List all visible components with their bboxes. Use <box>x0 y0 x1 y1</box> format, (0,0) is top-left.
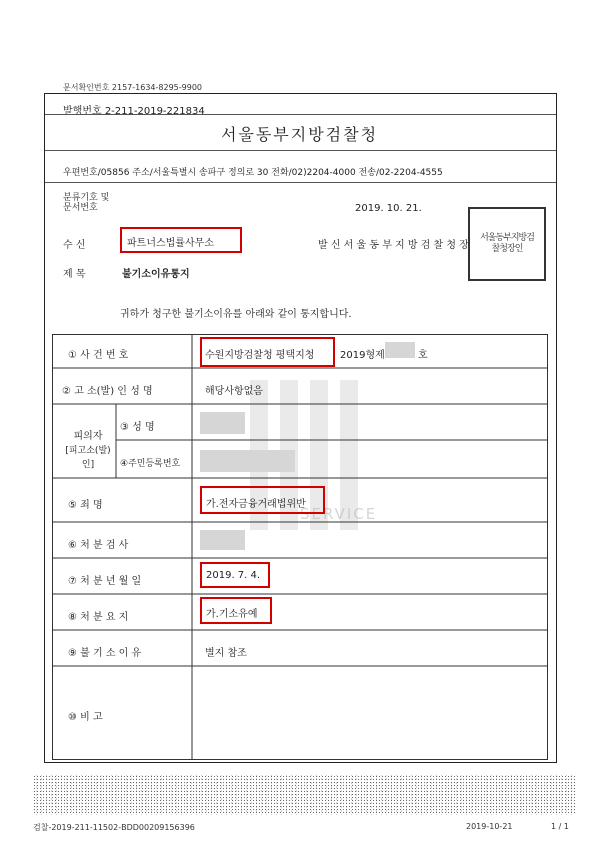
footer-doc-id: 검찰-2019-211-11502-BDD00209156396 <box>33 823 195 832</box>
issue-number: 발행번호 2-211-2019-221834 <box>63 106 205 117</box>
address-line: 우편번호/05856 주소/서울특별시 송파구 정의로 30 전화/02)2204-4000 전송/02-2204-4555 <box>63 168 443 178</box>
case-number-year: 2019형제 <box>340 350 385 361</box>
subject-label: 제 목 <box>63 269 86 280</box>
document-date: 2019. 10. 21. <box>355 203 422 214</box>
recipient-label: 수 신 <box>63 240 86 251</box>
disposal-gist-label: ⑧ 처 분 요 지 <box>68 612 129 623</box>
case-number-value: 수원지방검찰청 평택지청 <box>205 350 315 361</box>
subject-value: 불기소이유통지 <box>122 269 190 280</box>
footer-page: 1 / 1 <box>551 822 569 831</box>
sender: 발 신 서 울 동 부 지 방 검 찰 청 장 <box>318 240 469 251</box>
case-number-label: ① 사 건 번 호 <box>68 350 129 361</box>
disposal-date-label: ⑦ 처 분 년 월 일 <box>68 576 142 587</box>
charge-label: ⑤ 죄 명 <box>68 500 103 511</box>
scan-noise-strip <box>33 775 576 815</box>
redacted-suspect-id <box>200 450 295 472</box>
prosecutor-label: ⑥ 처 분 검 사 <box>68 540 129 551</box>
case-number-suffix: 호 <box>418 350 428 361</box>
disposal-date-value: 2019. 7. 4. <box>206 570 261 581</box>
remarks-label: ⑩ 비 고 <box>68 712 103 723</box>
redacted-prosecutor <box>200 530 245 550</box>
agency-title: 서울동부지방검찰청 <box>220 125 379 144</box>
complainant-label: ② 고 소(발) 인 성 명 <box>62 386 153 397</box>
footer-date: 2019-10-21 <box>466 822 513 831</box>
redacted-suspect-name <box>200 412 245 434</box>
document-confirm-number: 문서확인번호 2157-1634-8295-9900 <box>63 83 203 92</box>
suspect-name-label: ③ 성 명 <box>120 422 155 433</box>
official-seal: 서울동부지방검찰청장인 <box>468 207 546 281</box>
complainant-value: 해당사항없음 <box>205 386 263 397</box>
disposal-gist-value: 가.기소유예 <box>206 609 258 620</box>
recipient-value: 파트너스법률사무소 <box>127 238 214 249</box>
redacted-case-number <box>385 342 415 358</box>
classification-label: 분류기호 및 문서번호 <box>63 193 110 213</box>
watermark-text: SERVICE <box>300 505 378 523</box>
suspect-group-label: 피의자 [피고소(발)인] <box>65 431 111 470</box>
reason-label: ⑨ 불 기 소 이 유 <box>68 648 142 659</box>
reason-value: 별지 참조 <box>205 648 247 659</box>
suspect-id-label: ④주민등록번호 <box>120 459 181 469</box>
intro-text: 귀하가 청구한 불기소이유를 아래와 같이 통지합니다. <box>120 309 352 320</box>
charge-value: 가.전자금융거래법위반 <box>206 499 306 510</box>
